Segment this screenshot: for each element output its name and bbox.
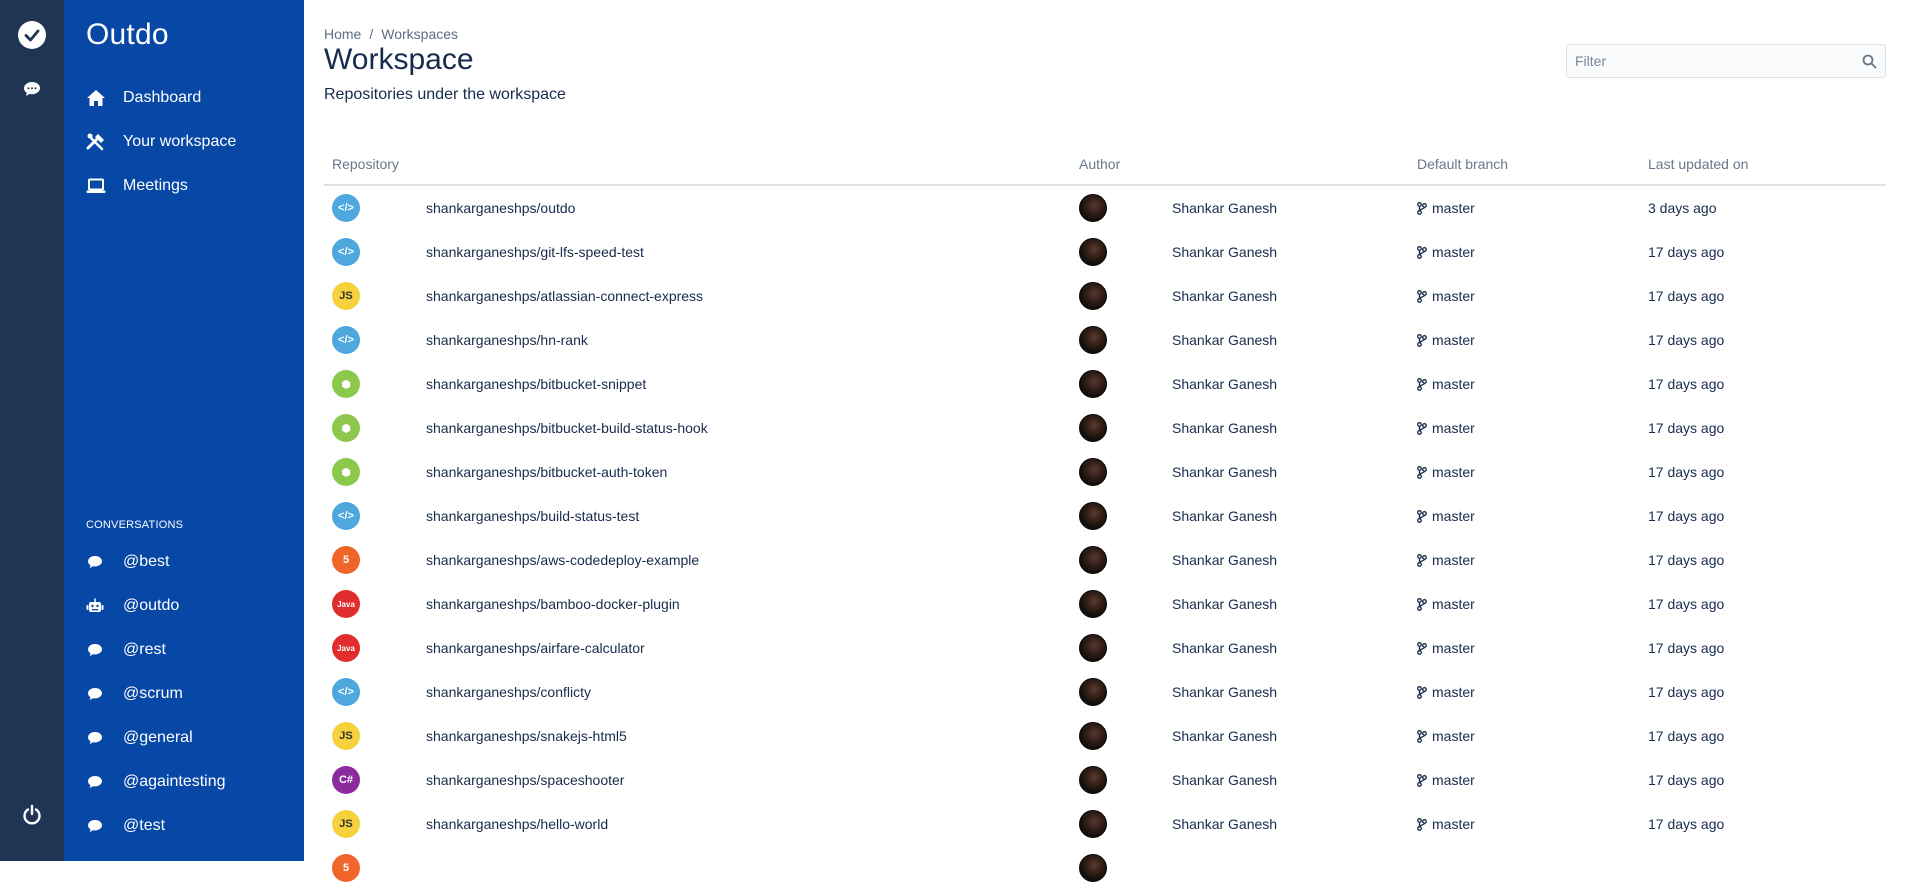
author-avatar — [1079, 238, 1107, 266]
repository-name-link[interactable]: shankarganeshps/conflicty — [426, 684, 591, 700]
chat-bubble-icon — [86, 641, 104, 659]
conversation-item-best[interactable] — [86, 548, 169, 576]
author-avatar — [1079, 810, 1107, 838]
author-name: Shankar Ganesh — [1172, 288, 1278, 304]
author-avatar — [1079, 722, 1107, 750]
last-updated: 3 days ago — [1648, 200, 1717, 216]
author-name: Shankar Ganesh — [1172, 640, 1278, 656]
default-branch — [1417, 552, 1475, 568]
author-name: Shankar Ganesh — [1172, 420, 1278, 436]
filter-input[interactable] — [1567, 45, 1885, 77]
author-avatar — [1079, 414, 1107, 442]
branch-name: master — [1432, 288, 1475, 304]
default-branch — [1417, 244, 1475, 260]
repository-name-link[interactable]: shankarganeshps/bitbucket-snippet — [426, 376, 647, 392]
branch-icon — [1417, 246, 1427, 259]
table-row[interactable] — [324, 362, 1886, 406]
branch-name: master — [1432, 464, 1475, 480]
author-avatar — [1079, 766, 1107, 794]
author-avatar — [1079, 458, 1107, 486]
home-icon — [86, 88, 106, 108]
branch-name: master — [1432, 332, 1475, 348]
default-branch — [1417, 772, 1475, 788]
sidebar — [64, 0, 304, 861]
chat-bubble-icon — [86, 729, 104, 747]
language-node-icon: ⬢ — [332, 370, 360, 398]
conversation-item-againtesting[interactable] — [86, 768, 226, 796]
default-branch — [1417, 332, 1475, 348]
default-branch — [1417, 684, 1475, 700]
author-avatar — [1079, 282, 1107, 310]
language-html5-icon: 5 — [332, 546, 360, 574]
table-row[interactable] — [324, 714, 1886, 758]
repository-name-link[interactable]: shankarganeshps/outdo — [426, 200, 576, 216]
branch-name: master — [1432, 420, 1475, 436]
conversation-label: @rest — [123, 641, 166, 658]
conversation-item-outdo[interactable] — [86, 592, 179, 620]
author-avatar — [1079, 854, 1107, 882]
repository-name-link[interactable]: shankarganeshps/atlassian-connect-express — [426, 288, 704, 304]
language-code-icon: </> — [332, 326, 360, 354]
author-name: Shankar Ganesh — [1172, 376, 1278, 392]
author-name: Shankar Ganesh — [1172, 596, 1278, 612]
default-branch — [1417, 200, 1475, 216]
table-row[interactable] — [324, 274, 1886, 318]
last-updated: 17 days ago — [1648, 816, 1725, 832]
repository-name-link[interactable]: shankarganeshps/bitbucket-auth-token — [426, 464, 668, 480]
language-code-icon: </> — [332, 678, 360, 706]
conversation-label: @outdo — [123, 597, 180, 614]
language-js-icon: JS — [332, 282, 360, 310]
breadcrumb — [324, 26, 458, 42]
repository-name-link[interactable]: shankarganeshps/snakejs-html5 — [426, 728, 627, 744]
default-branch — [1417, 816, 1475, 832]
table-body — [324, 186, 1886, 890]
language-js-icon: JS — [332, 810, 360, 838]
author-avatar — [1079, 370, 1107, 398]
default-branch — [1417, 508, 1475, 524]
author-avatar — [1079, 678, 1107, 706]
conversation-item-general[interactable] — [86, 724, 193, 752]
default-branch — [1417, 464, 1475, 480]
table-row[interactable] — [324, 846, 1886, 890]
last-updated: 17 days ago — [1648, 508, 1725, 524]
default-branch — [1417, 640, 1475, 656]
branch-icon — [1417, 818, 1427, 831]
language-html5-icon: 5 — [332, 854, 360, 882]
branch-icon — [1417, 598, 1427, 611]
language-java-icon: Java — [332, 634, 360, 662]
chat-bubble-icon — [86, 553, 104, 571]
author-name: Shankar Ganesh — [1172, 508, 1278, 524]
search-icon[interactable] — [1862, 54, 1877, 69]
conversation-label: @best — [123, 553, 170, 570]
conversation-item-rest[interactable] — [86, 636, 166, 664]
branch-icon — [1417, 730, 1427, 743]
author-avatar — [1079, 590, 1107, 618]
conversation-label: @scrum — [123, 685, 183, 702]
author-avatar — [1079, 326, 1107, 354]
language-code-icon: </> — [332, 238, 360, 266]
conversation-item-test[interactable] — [86, 812, 165, 840]
branch-icon — [1417, 642, 1427, 655]
chat-icon[interactable] — [22, 80, 42, 98]
branch-icon — [1417, 290, 1427, 303]
branch-name: master — [1432, 376, 1475, 392]
last-updated: 17 days ago — [1648, 288, 1725, 304]
language-csharp-icon: C# — [332, 766, 360, 794]
global-bar — [0, 0, 64, 861]
language-code-icon: </> — [332, 194, 360, 222]
branch-name: master — [1432, 508, 1475, 524]
table-row[interactable] — [324, 230, 1886, 274]
last-updated: 17 days ago — [1648, 596, 1725, 612]
conversation-item-scrum[interactable] — [86, 680, 183, 708]
last-updated: 17 days ago — [1648, 420, 1725, 436]
tools-icon — [86, 132, 106, 152]
author-avatar — [1079, 502, 1107, 530]
header-default-branch[interactable]: Default branch — [1417, 156, 1509, 172]
nav-item-your-workspace[interactable] — [86, 127, 236, 157]
header-last-updated[interactable]: Last updated on — [1648, 156, 1749, 172]
default-branch — [1417, 376, 1475, 392]
author-name: Shankar Ganesh — [1172, 816, 1278, 832]
repository-name-link[interactable]: shankarganeshps/bitbucket-build-status-hook — [426, 420, 708, 436]
language-node-icon: ⬢ — [332, 458, 360, 486]
breadcrumb-home-link[interactable]: Home — [324, 26, 362, 42]
author-name: Shankar Ganesh — [1172, 244, 1278, 260]
branch-icon — [1417, 202, 1427, 215]
default-branch — [1417, 596, 1475, 612]
last-updated: 17 days ago — [1648, 772, 1725, 788]
table-row[interactable] — [324, 318, 1886, 362]
branch-icon — [1417, 422, 1427, 435]
table-row[interactable] — [324, 626, 1886, 670]
repository-name-link[interactable]: shankarganeshps/aws-codedeploy-example — [426, 552, 700, 568]
laptop-icon — [86, 176, 106, 196]
repository-name-link[interactable]: shankarganeshps/spaceshooter — [426, 772, 625, 788]
last-updated: 17 days ago — [1648, 552, 1725, 568]
app-name: Outdo — [86, 18, 169, 51]
page-title: Workspace — [324, 43, 474, 76]
branch-name: master — [1432, 728, 1475, 744]
author-name: Shankar Ganesh — [1172, 728, 1278, 744]
repository-name-link[interactable]: shankarganeshps/bamboo-docker-plugin — [426, 596, 680, 612]
repository-table — [324, 150, 1886, 890]
branch-name: master — [1432, 244, 1475, 260]
repository-name-link[interactable]: shankarganeshps/hn-rank — [426, 332, 588, 348]
branch-name: master — [1432, 552, 1475, 568]
author-name: Shankar Ganesh — [1172, 552, 1278, 568]
repository-name-link[interactable]: shankarganeshps/hello-world — [426, 816, 609, 832]
language-java-icon: Java — [332, 590, 360, 618]
table-row[interactable] — [324, 450, 1886, 494]
table-header — [324, 150, 1886, 186]
table-row[interactable] — [324, 186, 1886, 230]
branch-icon — [1417, 686, 1427, 699]
chat-bubble-icon — [86, 773, 104, 791]
author-avatar — [1079, 194, 1107, 222]
branch-name: master — [1432, 596, 1475, 612]
default-branch — [1417, 728, 1475, 744]
branch-icon — [1417, 378, 1427, 391]
main-content — [304, 0, 1920, 874]
last-updated: 17 days ago — [1648, 684, 1725, 700]
filter-box — [1566, 44, 1886, 78]
nav-item-label: Your workspace — [123, 133, 237, 150]
nav-item-dashboard[interactable] — [86, 83, 201, 113]
branch-name: master — [1432, 772, 1475, 788]
last-updated: 17 days ago — [1648, 464, 1725, 480]
language-node-icon: ⬢ — [332, 414, 360, 442]
branch-name: master — [1432, 200, 1475, 216]
last-updated: 17 days ago — [1648, 332, 1725, 348]
repository-name-link[interactable]: shankarganeshps/airfare-calculator — [426, 640, 645, 656]
nav-item-meetings[interactable] — [86, 171, 188, 201]
last-updated: 17 days ago — [1648, 376, 1725, 392]
branch-name: master — [1432, 816, 1475, 832]
author-name: Shankar Ganesh — [1172, 464, 1278, 480]
breadcrumb-workspaces-link[interactable]: Workspaces — [381, 26, 459, 42]
default-branch — [1417, 288, 1475, 304]
branch-icon — [1417, 510, 1427, 523]
branch-icon — [1417, 334, 1427, 347]
branch-name: master — [1432, 684, 1475, 700]
last-updated: 17 days ago — [1648, 640, 1725, 656]
table-row[interactable] — [324, 538, 1886, 582]
author-name: Shankar Ganesh — [1172, 332, 1278, 348]
last-updated: 17 days ago — [1648, 728, 1725, 744]
branch-icon — [1417, 554, 1427, 567]
conversations-heading: CONVERSATIONS — [86, 519, 184, 531]
chat-bubble-icon — [86, 685, 104, 703]
header-repository[interactable]: Repository — [332, 156, 399, 172]
language-code-icon: </> — [332, 502, 360, 530]
branch-icon — [1417, 466, 1427, 479]
conversation-label: @againtesting — [123, 773, 226, 790]
author-name: Shankar Ganesh — [1172, 200, 1278, 216]
table-row[interactable] — [324, 758, 1886, 802]
repository-name-link[interactable]: shankarganeshps/build-status-test — [426, 508, 640, 524]
author-name: Shankar Ganesh — [1172, 684, 1278, 700]
breadcrumb-separator: / — [369, 26, 374, 42]
table-row[interactable] — [324, 582, 1886, 626]
language-js-icon: JS — [332, 722, 360, 750]
author-avatar — [1079, 546, 1107, 574]
header-author[interactable]: Author — [1079, 156, 1121, 172]
page-subtitle: Repositories under the workspace — [324, 86, 566, 103]
author-avatar — [1079, 634, 1107, 662]
last-updated: 17 days ago — [1648, 244, 1725, 260]
branch-icon — [1417, 774, 1427, 787]
repository-name-link[interactable]: shankarganeshps/git-lfs-speed-test — [426, 244, 644, 260]
chat-bubble-icon — [86, 817, 104, 835]
branch-name: master — [1432, 640, 1475, 656]
robot-icon — [86, 597, 104, 615]
app-logo-check-icon[interactable] — [18, 21, 46, 49]
table-row[interactable] — [324, 494, 1886, 538]
conversation-label: @test — [123, 817, 166, 834]
conversation-label: @general — [123, 729, 193, 746]
nav-item-label: Meetings — [123, 177, 188, 194]
table-row[interactable] — [324, 802, 1886, 846]
author-name: Shankar Ganesh — [1172, 772, 1278, 788]
power-icon[interactable] — [21, 804, 43, 826]
nav-item-label: Dashboard — [123, 89, 202, 106]
table-row[interactable] — [324, 670, 1886, 714]
table-row[interactable] — [324, 406, 1886, 450]
default-branch — [1417, 420, 1475, 436]
